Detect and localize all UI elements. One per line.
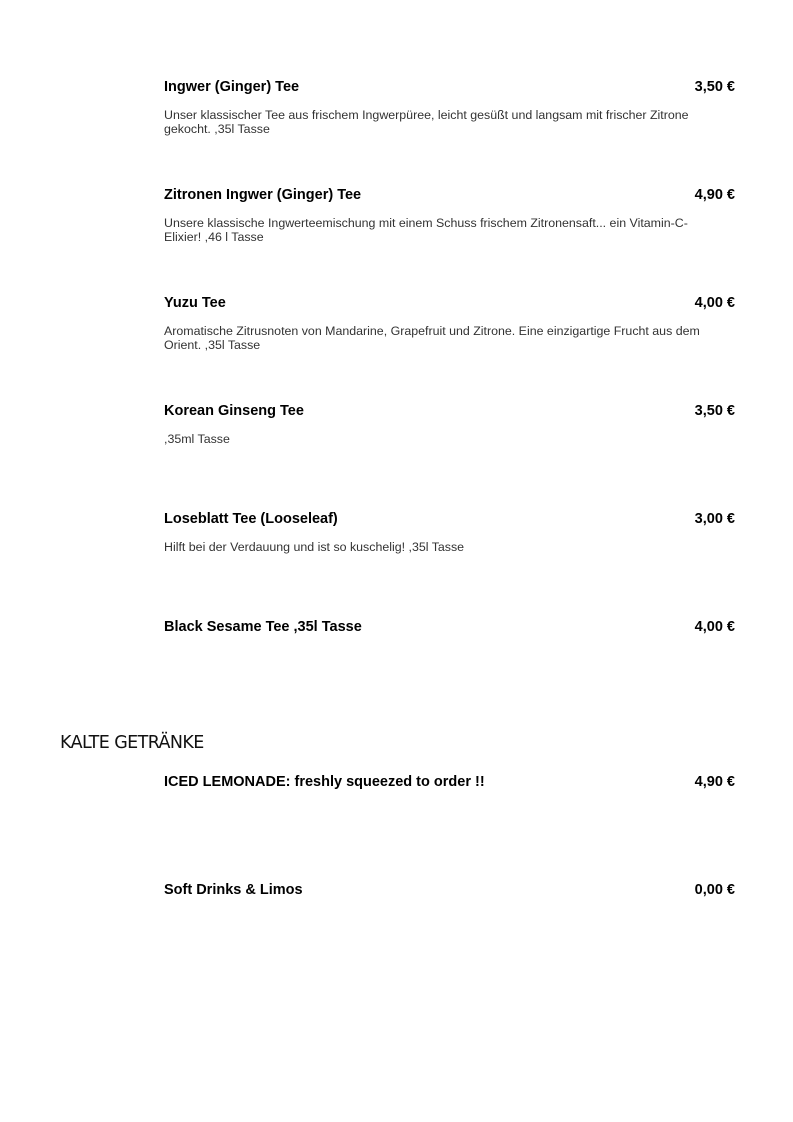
menu-item-price: 4,00 € <box>694 619 735 635</box>
menu-item-description: Unsere klassische Ingwerteemischung mit einem Schuss frischem Zitronensaft... ein Vitamin-C-Elixier! ,46 l Tasse <box>164 216 688 244</box>
menu-item-price: 3,50 € <box>694 403 735 419</box>
menu-item-price: 3,50 € <box>694 79 735 95</box>
menu-item-header <box>164 510 735 528</box>
menu-item-header <box>164 402 735 420</box>
menu-item-name: Soft Drinks & Limos <box>164 882 303 898</box>
menu-item-description: Unser klassischer Tee aus frischem Ingwerpüree, leicht gesüßt und langsam mit frischer Zitrone gekocht. ,35l Tasse <box>164 108 689 136</box>
menu-item-price: 4,00 € <box>694 295 735 311</box>
menu-item-header <box>164 78 735 96</box>
menu-item-name: ICED LEMONADE: freshly squeezed to order !! <box>164 774 485 790</box>
section-title-cold-drinks: KALTE GETRÄNKE <box>60 733 204 753</box>
menu-item <box>164 773 735 791</box>
menu-item <box>164 186 735 244</box>
menu-item-price: 4,90 € <box>694 774 735 790</box>
menu-item <box>164 78 735 136</box>
menu-item-price: 4,90 € <box>694 187 735 203</box>
menu-item-price: 0,00 € <box>694 882 735 898</box>
menu-item <box>164 294 735 352</box>
menu-item-header <box>164 618 735 636</box>
menu-item-description: Aromatische Zitrusnoten von Mandarine, Grapefruit und Zitrone. Eine einzigartige Frucht aus dem Orient. ,35l Tasse <box>164 324 700 352</box>
menu-item-name: Zitronen Ingwer (Ginger) Tee <box>164 187 362 203</box>
menu-item-name: Ingwer (Ginger) Tee <box>164 79 300 95</box>
menu-item <box>164 881 735 899</box>
menu-item-header <box>164 773 735 791</box>
menu-item-header <box>164 186 735 204</box>
menu-item-header <box>164 881 735 899</box>
menu-item-name: Yuzu Tee <box>164 295 226 311</box>
menu-item-header <box>164 294 735 312</box>
menu-item <box>164 402 735 447</box>
menu-item-description: Hilft bei der Verdauung und ist so kuschelig! ,35l Tasse <box>164 540 465 554</box>
menu-item-description: ,35ml Tasse <box>164 432 230 446</box>
menu-item-name: Korean Ginseng Tee <box>164 403 304 419</box>
menu-item-name: Black Sesame Tee ,35l Tasse <box>164 619 362 635</box>
menu-item <box>164 510 735 555</box>
menu-item <box>164 618 735 636</box>
menu-item-name: Loseblatt Tee (Looseleaf) <box>164 511 338 527</box>
menu-item-price: 3,00 € <box>694 511 735 527</box>
